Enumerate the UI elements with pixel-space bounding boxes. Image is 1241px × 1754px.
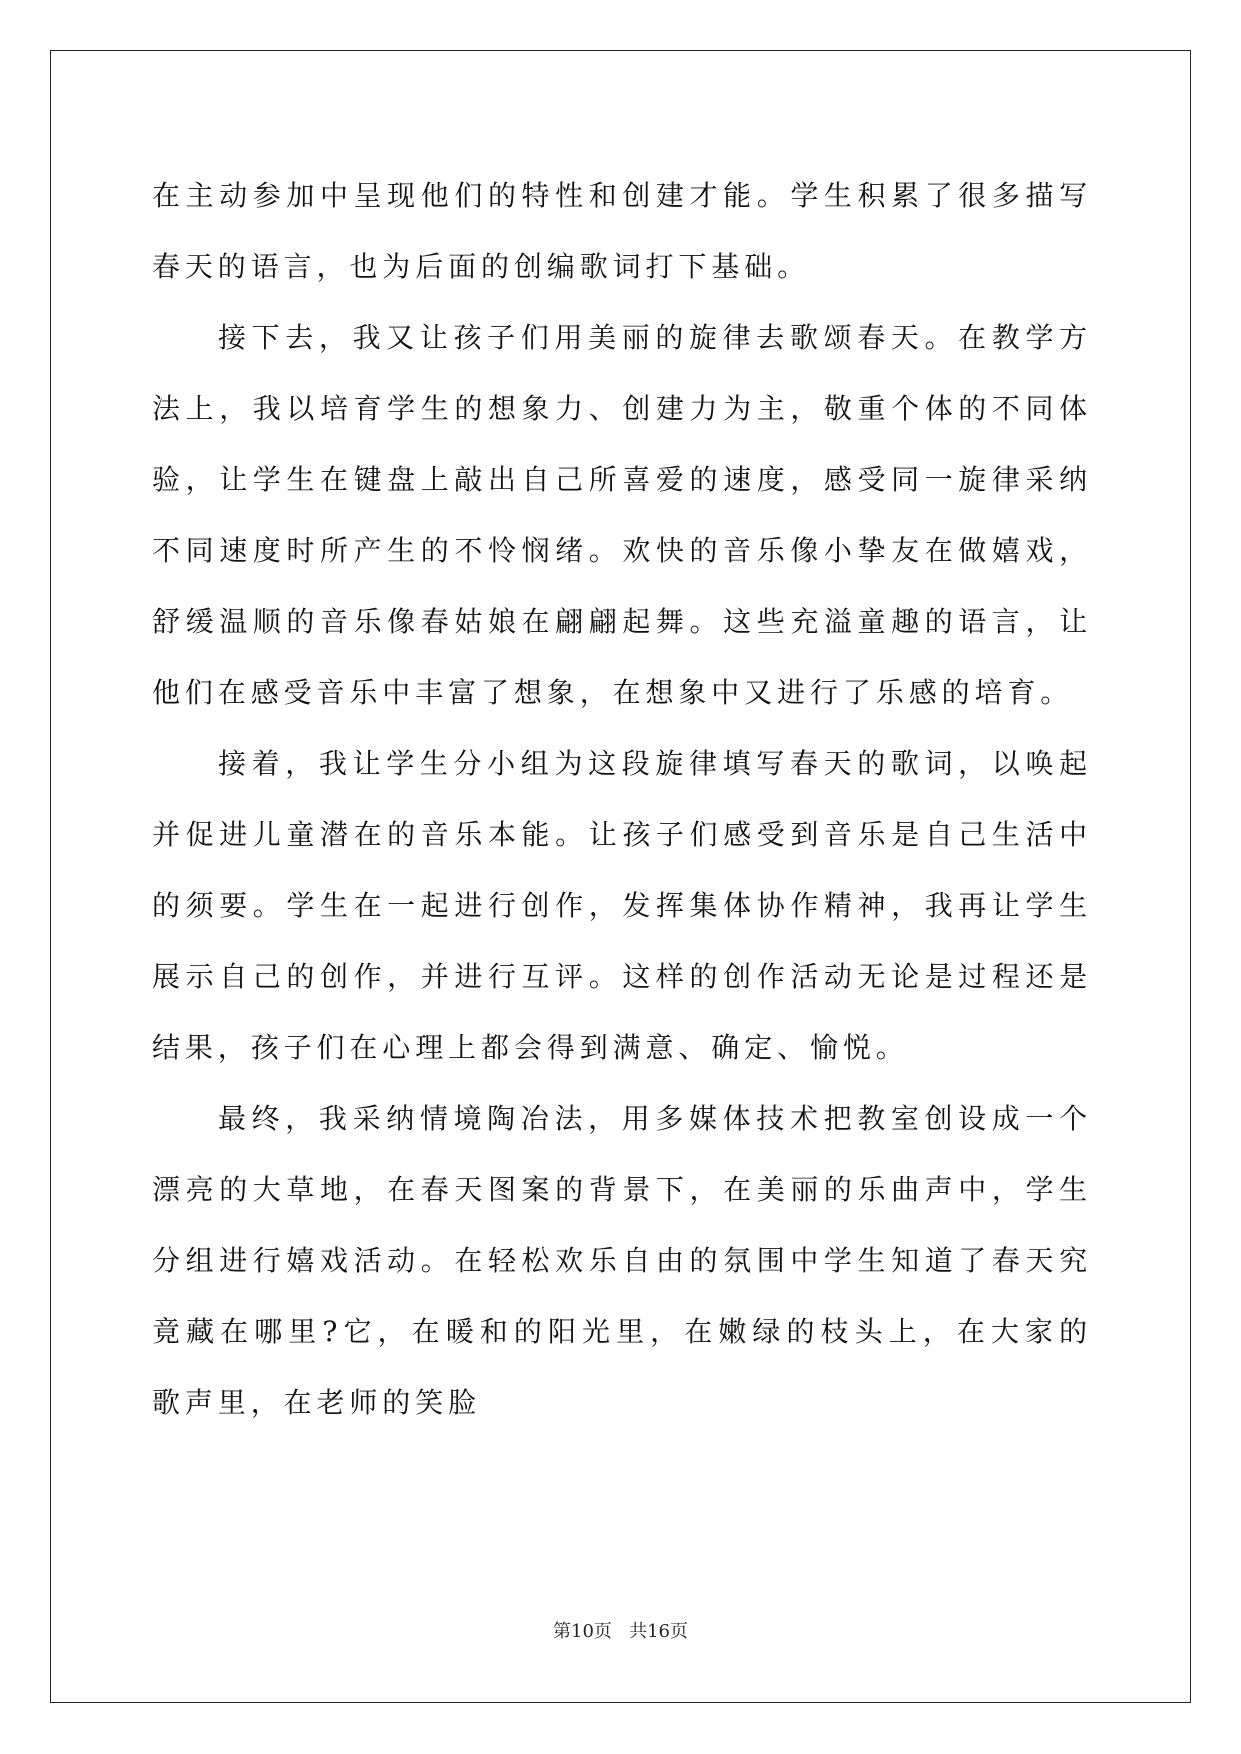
paragraph-lyrics: 接着，我让学生分小组为这段旋律填写春天的歌词，以唤起并促进儿童潜在的音乐本能。让孩子们感受到音乐是自己生活中的须要。学生在一起进行创作，发挥集体协作精神，我再让学生展示自己的创作，并进行互评。这样的创作活动无论是过程还是结果，孩子们在心理上都会得到满意、确定、愉悦。 — [152, 747, 1092, 1064]
page-number: 第10页 — [553, 1621, 612, 1642]
paragraph-melody: 接下去，我又让孩子们用美丽的旋律去歌颂春天。在教学方法上，我以培育学生的想象力、创建力为主，敬重个体的不同体验，让学生在键盘上敲出自己所喜爱的速度，感受同一旋律采纳不同速度时所产生的不怜悯绪。欢快的音乐像小挚友在做嬉戏，舒缓温顺的音乐像春姑娘在翩翩起舞。这些充溢童趣的语言，让他们在感受音乐中丰富了想象，在想象中又进行了乐感的培育。 — [152, 321, 1092, 709]
paragraph-continuation: 在主动参加中呈现他们的特性和创建才能。学生积累了很多描写春天的语言，也为后面的创编歌词打下基础。 — [152, 179, 1092, 283]
document-body — [152, 160, 1092, 1438]
footer-separator — [612, 1621, 629, 1642]
page-footer — [0, 1617, 1241, 1643]
paragraph-finale: 最终，我采纳情境陶冶法，用多媒体技术把教室创设成一个漂亮的大草地，在春天图案的背景下，在美丽的乐曲声中，学生分组进行嬉戏活动。在轻松欢乐自由的氛围中学生知道了春天究竟藏在哪里?它，在暖和的阳光里，在嫩绿的枝头上，在大家的歌声里，在老师的笑脸 — [152, 1102, 1092, 1419]
page-total: 共16页 — [629, 1621, 688, 1642]
